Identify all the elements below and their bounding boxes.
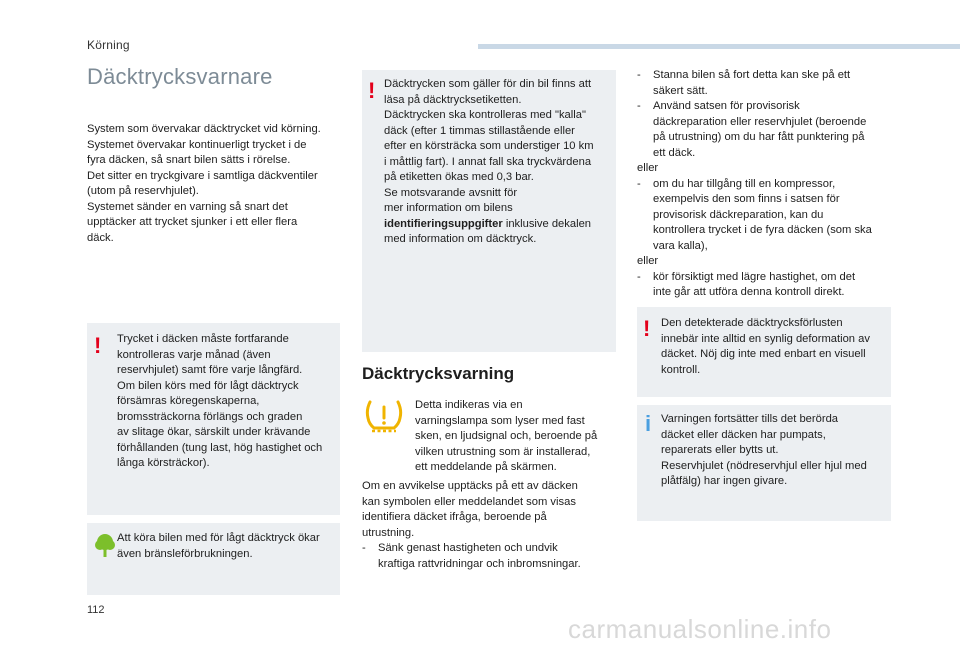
or-text: eller	[637, 162, 659, 174]
text-line: Trycket i däcken måste fortfarande	[117, 333, 289, 345]
top-accent-bar	[478, 44, 960, 49]
warning-text: Däcktrycken som gäller för din bil finns att läsa på däcktrycksetiketten. Däcktrycken ska kontrolleras med "kalla" däck (efter 1 timmas stillastående eller efter en körsträcka som understiger 10 km i måttlig fart). I annat fall ska tryckvärdena på etiketten ökas med 0,3 bar. Se motsvarande avsnitt för mer information om bilens identifieringsuppgifter inklusive dekalen med information om däcktryck.	[384, 78, 594, 245]
text-line: reparerats eller bytts ut.	[661, 444, 779, 456]
text-line: sken, en ljudsignal och, beroende på	[415, 430, 598, 442]
text-line: på utrustning) om du har fått punktering på	[653, 131, 865, 143]
text-line: däckreparation eller reservhjulet (beroende	[653, 115, 867, 128]
text-line: i måttlig fart). I annat fall ska tryckvärdena	[384, 155, 592, 168]
text-line: av slitage ökar, särskilt under krävande	[117, 426, 311, 438]
text-line: efter en körsträcka som understiger 10 km	[384, 140, 594, 152]
text-line: förhållanden (tung last, hög hastighet och	[117, 441, 323, 454]
text-line: bromssträckorna förlängs och graden	[117, 410, 303, 423]
warning-mark-icon: !	[94, 333, 102, 358]
warning-box-pressure-check	[87, 323, 340, 515]
text-line: Det sitter en tryckgivare i samtliga däckventiler	[87, 169, 318, 182]
text-line: vilken utrustning som är installerad,	[415, 445, 591, 458]
text-line: även bränsleförbrukningen.	[117, 547, 253, 560]
intro-paragraph	[87, 122, 321, 246]
text-line: vara kalla),	[653, 239, 708, 252]
text-line: Om bilen körs med för lågt däcktryck	[117, 379, 299, 392]
text-line: Detta indikeras via en	[415, 399, 523, 411]
text-line: Sänk genast hastigheten och undvik	[378, 542, 558, 554]
text-line: Däcktrycken ska kontrolleras med "kalla"	[384, 109, 586, 121]
text-line: reservhjulet) samt före varje långfärd.	[117, 364, 303, 376]
text-line: kraftiga rattvridningar och inbromsningar.	[378, 557, 581, 570]
text-line: utrustning.	[362, 526, 415, 539]
warning-lamp-description	[415, 398, 597, 476]
text-line: på etiketten ökas med 0,3 bar.	[384, 171, 534, 183]
info-box-spare-wheel	[637, 405, 891, 521]
page-title: Däcktrycksvarnare	[87, 64, 273, 89]
warning-text	[661, 316, 870, 378]
text-line: om du har tillgång till en kompressor,	[653, 177, 836, 190]
watermark: carmanualsonline.info	[568, 614, 832, 644]
text-line: Se motsvarande avsnitt för	[384, 186, 518, 199]
text-line: exempelvis den som finns i satsen för	[653, 193, 840, 205]
text-line: provisorisk däckreparation, kan du	[653, 208, 824, 221]
warning-mark-icon: !	[368, 78, 376, 103]
warning-box-deformation	[637, 307, 891, 397]
eco-text	[117, 531, 320, 562]
warning-text	[117, 332, 322, 472]
instructions-list: - Stanna bilen så fort detta kan ske på ett säkert sätt. - Använd satsen för provisorisk däckreparation eller reservhjulet (beroende på utrustning) om du har fått punktering på ett däck. eller - om du har tillgång till en kompressor, exempelvis den som finns i satsen för provisorisk däckreparation, kan du kontrollera trycket i de fyra däcken (som ska vara kalla), eller - kör försiktigt med lägre hastighet, om det inte går att utföra denna kontroll direkt.	[637, 68, 897, 301]
subtitle-tyre-warning: Däcktrycksvarning	[362, 364, 515, 383]
text-line: säkert sätt.	[653, 84, 708, 97]
text-line: kan symbolen eller meddelandet som visas	[362, 495, 576, 508]
text-line: kontroll.	[661, 363, 701, 376]
text-line: innebär inte alltid en synlig deformation av	[661, 332, 870, 345]
info-mark-icon: i	[645, 411, 652, 436]
text-line: Att köra bilen med för lågt däcktryck ökar	[117, 532, 320, 544]
text-line: mer information om bilens	[384, 202, 513, 214]
deviation-paragraph	[362, 479, 578, 541]
text-line: Använd satsen för provisorisk	[653, 100, 800, 112]
warning-mark-icon: !	[643, 316, 651, 341]
eco-tree-icon	[94, 533, 116, 559]
text-line: däcket eller däcken har pumpats,	[661, 428, 826, 441]
text-line: upptäcker att trycket sjunker i ett eller flera	[87, 216, 298, 228]
text-line: däcket. Nöj dig inte med enbart en visuell	[661, 348, 866, 360]
text-line: identifiera däcket ifråga, beroende på	[362, 511, 547, 523]
text-line: varningslampa som lyser med fast	[415, 414, 585, 427]
text-line: läsa på däcktrycksetiketten.	[384, 93, 522, 106]
text-line: System som övervakar däcktrycket vid körning.	[87, 123, 321, 135]
text-line: ett meddelande på skärmen.	[415, 461, 557, 473]
eco-box-fuel	[87, 523, 340, 595]
text-line: däck (efter 1 timmas stillastående eller	[384, 124, 575, 137]
text-line: Systemet övervakar kontinuerligt trycket i de	[87, 138, 307, 151]
text-line: Systemet sänder en varning så snart det	[87, 200, 288, 213]
text-line: långa körsträckor).	[117, 457, 210, 469]
text-line: kontrollera trycket i de fyra däcken (som ska	[653, 224, 872, 236]
or-text: eller	[637, 255, 659, 267]
text-line: Reservhjulet (nödreservhjul eller hjul med	[661, 459, 867, 472]
text-line: plåtfälg) har ingen givare.	[661, 475, 788, 487]
text-line: fyra däcken, så snart bilen sätts i rörelse.	[87, 154, 291, 166]
text-line: (utom på reservhjulet).	[87, 185, 199, 197]
text-line: ett däck.	[653, 146, 696, 159]
tyre-pressure-warning-icon	[364, 398, 404, 434]
info-text	[661, 412, 867, 490]
text-line: kör försiktigt med lägre hastighet, om det	[653, 270, 856, 283]
text-line: kontrolleras varje månad (även	[117, 348, 271, 361]
text-line: däck.	[87, 231, 114, 244]
text-line: försämras köregenskaperna,	[117, 395, 260, 407]
section-label: Körning	[87, 38, 130, 52]
text-line: Den detekterade däcktrycksförlusten	[661, 317, 843, 329]
identification-link-text: identifieringsuppgifter	[384, 217, 503, 230]
text-line: inte går att utföra denna kontroll direkt.	[653, 286, 845, 298]
text-line: Om en avvikelse upptäcks på ett av däcken	[362, 480, 578, 492]
bullet-reduce-speed: - Sänk genast hastigheten och undvik kraftiga rattvridningar och inbromsningar.	[362, 541, 638, 572]
text-line: Varningen fortsätter tills det berörda	[661, 413, 839, 425]
text-line: Stanna bilen så fort detta kan ske på ett	[653, 69, 851, 81]
text-line: Däcktrycken som gäller för din bil finns att	[384, 78, 592, 90]
warning-box-pressure-label	[362, 70, 616, 352]
page-number: 112	[87, 604, 105, 616]
